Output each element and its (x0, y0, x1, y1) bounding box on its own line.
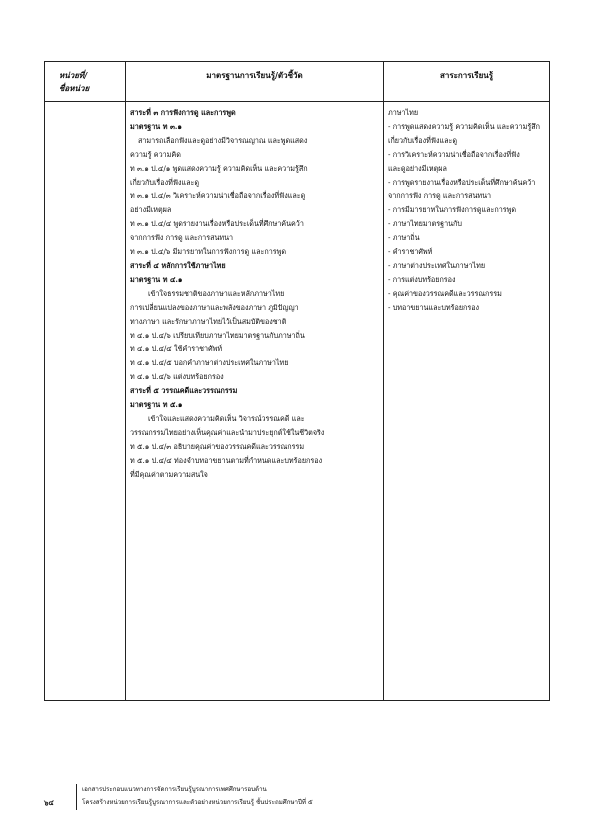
strand-4-title: สาระที่ ๔ หลักการใช้ภาษาไทย (130, 260, 226, 270)
standard-3-1: มาตรฐาน ท ๓.๑ (130, 121, 182, 131)
content-item-cont: จากการฟัง การดู และการสนทนา (388, 191, 492, 201)
curriculum-table (44, 61, 550, 701)
content-item: - การวิเคราะห์ความน่าเชื่อถือจากเรื่องที่ฟัง (388, 149, 520, 159)
footer-divider (76, 784, 77, 810)
indicator: ท ๕.๑ ป.๔/๓ อธิบายคุณค่าของวรรณคดีและวรรณกรรม (130, 441, 305, 451)
content-item: - ภาษาถิ่น (388, 233, 420, 243)
indicator-cont: เกี่ยวกับเรื่องที่ฟังและดู (130, 177, 200, 187)
standards-cell (126, 102, 384, 701)
standard-text: ความรู้ ความคิด (130, 149, 181, 159)
content-item: - การพูดรายงานเรื่องหรือประเด็นที่ศึกษาค้นคว้า (388, 177, 536, 187)
indicator: ท ๓.๑ ป.๔/๔ พูดรายงานเรื่องหรือประเด็นที่ศึกษาค้นคว้า (130, 219, 304, 229)
standard-text: เข้าใจธรรมชาติของภาษาและหลักภาษาไทย (148, 288, 285, 298)
table-body-row (45, 102, 550, 701)
content-item: - การมีมารยาทในการฟังการดูและการพูด (388, 205, 517, 215)
content-item: - การพูดแสดงความรู้ ความคิดเห็น และความรู้สึก (388, 121, 540, 131)
indicator: ท ๓.๑ ป.๔/๓ วิเคราะห์ความน่าเชื่อถือจากเรื่องที่ฟังและดู (130, 191, 306, 201)
content-subject: ภาษาไทย (388, 108, 419, 117)
footer-title: เอกสารประกอบแนวทางการจัดการเรียนรู้บูรณาการเพศศึกษารอบด้าน (82, 786, 267, 793)
standard-4-1: มาตรฐาน ท ๔.๑ (130, 274, 183, 284)
content-item: - ภาษาต่างประเทศในภาษาไทย (388, 260, 486, 270)
header-unit-line2: ชื่อหน่วย (59, 83, 90, 93)
page-number: ๖๔ (44, 798, 54, 807)
header-content: สาระการเรียนรู้ (384, 62, 550, 102)
indicator: ท ๓.๑ ป.๔/๑ พูดแสดงความรู้ ความคิดเห็น และความรู้สึก (130, 163, 308, 173)
content-item-cont: เกี่ยวกับเรื่องที่ฟังและดู (388, 135, 458, 145)
header-unit (45, 62, 126, 102)
content-cell (384, 102, 550, 701)
page-footer (44, 781, 564, 811)
indicator: ท ๓.๑ ป.๔/๖ มีมารยาทในการฟังการดู และการพูด (130, 247, 287, 257)
header-unit-line1: หน่วยที่/ (59, 70, 88, 80)
indicator: ท ๕.๑ ป.๔/๔ ท่องจำบทอาขยานตามที่กำหนดและบทร้อยกรอง (130, 455, 323, 465)
strand-3-title: สาระที่ ๓ การฟังการดู และการพูด (130, 108, 236, 117)
content-item-cont: และดูอย่างมีเหตุผล (388, 163, 447, 173)
footer-subtitle: โครงสร้างหน่วยการเรียนรู้บูรณาการและตัวอย่างหน่วยการเรียนรู้ ชั้นประถมศึกษาปีที่ ๕ (82, 799, 313, 806)
unit-cell (45, 102, 126, 701)
content-item: - บทอาขยานและบทร้อยกรอง (388, 302, 480, 312)
indicator-cont: จากการฟัง การดู และการสนทนา (130, 233, 234, 243)
table-header-row (45, 62, 550, 102)
content-item: - คำราชาศัพท์ (388, 247, 433, 257)
standard-text: เข้าใจและแสดงความคิดเห็น วิจารณ์วรรณคดี และ (148, 413, 305, 423)
indicator: ท ๔.๑ ป.๔/๕ บอกคำภาษาต่างประเทศในภาษาไทย (130, 358, 289, 368)
content-item: - คุณค่าของวรรณคดีและวรรณกรรม (388, 288, 502, 298)
standard-5-1: มาตรฐาน ท ๕.๑ (130, 400, 183, 410)
standard-text: การเปลี่ยนแปลงของภาษาและพลังของภาษา ภูมิปัญญา (130, 302, 299, 312)
indicator: ท ๔.๑ ป.๔/๔ ใช้คำราชาศัพท์ (130, 344, 223, 354)
content-item: - การแต่งบทร้อยกรอง (388, 274, 456, 284)
content-item: - ภาษาไทยมาตรฐานกับ (388, 219, 462, 229)
indicator: ท ๔.๑ ป.๔/๖ แต่งบทร้อยกรอง (130, 372, 224, 382)
indicator-cont: ที่มีคุณค่าตามความสนใจ (130, 469, 208, 479)
indicator: ท ๔.๑ ป.๔/๖ เปรียบเทียบภาษาไทยมาตรฐานกับภาษาถิ่น (130, 330, 305, 340)
standard-text: วรรณกรรมไทยอย่างเห็นคุณค่าและนำมาประยุกต์ใช้ในชีวิตจริง (130, 427, 325, 437)
indicator-cont: อย่างมีเหตุผล (130, 205, 172, 215)
standard-text: ทางภาษา และรักษาภาษาไทยไว้เป็นสมบัติของชาติ (130, 316, 287, 326)
standard-text: สามารถเลือกฟังและดูอย่างมีวิจารณญาณ และพูดแสดง (138, 135, 308, 145)
header-standards: มาตรฐานการเรียนรู้/ตัวชี้วัด (126, 62, 384, 102)
strand-5-title: สาระที่ ๕ วรรณคดีและวรรณกรรม (130, 386, 238, 396)
